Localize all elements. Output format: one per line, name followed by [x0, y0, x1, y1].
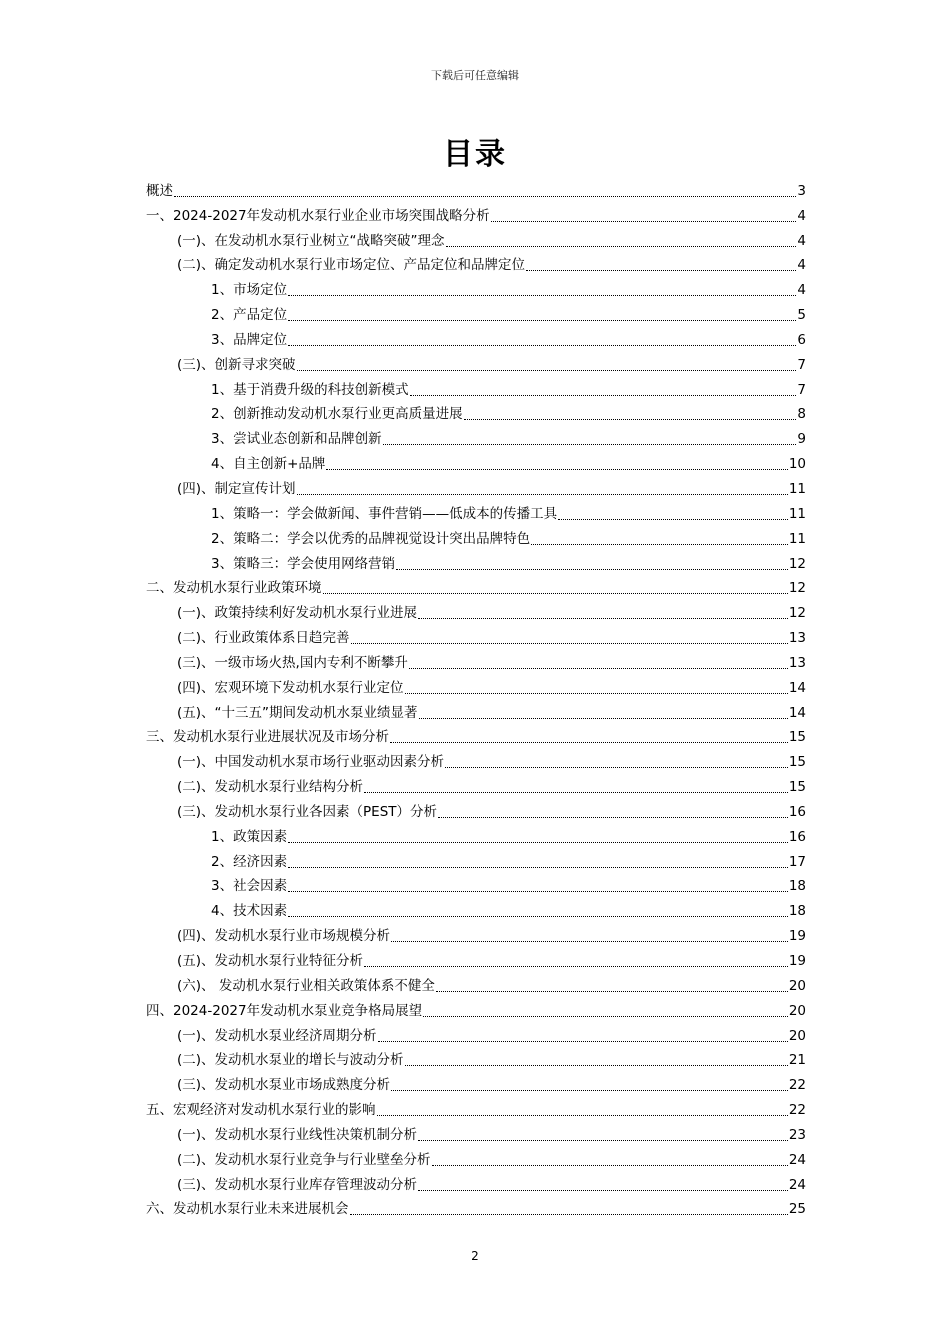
- toc-dot-leader: [405, 1064, 788, 1066]
- toc-entry-label: 2、创新推动发动机水泵行业更高质量进展: [211, 406, 463, 423]
- toc-dot-leader: [364, 791, 788, 793]
- toc-entry-page: 4: [797, 257, 806, 274]
- toc-entry[interactable]: [146, 299, 806, 324]
- toc-entry-label: (三)、发动机水泵业市场成熟度分析: [177, 1077, 391, 1094]
- toc-entry[interactable]: [146, 399, 806, 424]
- toc-entry-label: 3、策略三：学会使用网络营销: [211, 555, 396, 572]
- toc-dot-leader: [432, 1164, 788, 1166]
- toc-entry-page: 25: [788, 1201, 806, 1218]
- toc-dot-leader: [419, 717, 788, 719]
- toc-dot-leader: [390, 741, 788, 743]
- toc-dot-leader: [378, 1040, 788, 1042]
- toc-entry-page: 5: [797, 307, 806, 324]
- toc-entry-label: 二、发动机水泵行业政策环境: [146, 580, 322, 597]
- toc-entry-page: 12: [788, 580, 806, 597]
- toc-entry[interactable]: [146, 448, 806, 473]
- toc-dot-leader: [418, 1189, 788, 1191]
- toc-entry-label: 1、政策因素: [211, 828, 288, 845]
- toc-entry-label: 概述: [146, 182, 173, 199]
- toc-entry-page: 14: [788, 679, 806, 696]
- toc-entry-page: 7: [797, 381, 806, 398]
- toc-entry-page: 13: [788, 654, 806, 671]
- toc-entry[interactable]: [146, 945, 806, 970]
- toc-entry[interactable]: [146, 548, 806, 573]
- toc-entry-label: 1、基于消费升级的科技创新模式: [211, 381, 409, 398]
- toc-entry-label: (三)、创新寻求突破: [177, 356, 296, 373]
- toc-entry-page: 8: [797, 406, 806, 423]
- toc-entry-label: (二)、发动机水泵行业结构分析: [177, 779, 364, 796]
- toc-entry[interactable]: [146, 920, 806, 945]
- toc-entry[interactable]: [146, 622, 806, 647]
- toc-entry-label: (一)、中国发动机水泵市场行业驱动因素分析: [177, 754, 445, 771]
- toc-entry[interactable]: [146, 225, 806, 250]
- toc-entry-page: 16: [788, 803, 806, 820]
- toc-entry[interactable]: [146, 1144, 806, 1169]
- toc-entry-label: (二)、行业政策体系日趋完善: [177, 630, 350, 647]
- toc-entry-page: 11: [788, 530, 806, 547]
- toc-dot-leader: [351, 642, 788, 644]
- toc-entry-page: 15: [788, 779, 806, 796]
- toc-dot-leader: [297, 369, 797, 371]
- toc-entry[interactable]: [146, 1169, 806, 1194]
- toc-entry-label: (五)、“十三五”期间发动机水泵业绩显著: [177, 704, 418, 721]
- toc-dot-leader: [288, 890, 788, 892]
- toc-entry[interactable]: [146, 1045, 806, 1070]
- toc-entry-label: (五)、发动机水泵行业特征分析: [177, 953, 364, 969]
- toc-entry-label: 六、发动机水泵行业未来进展机会: [146, 1201, 349, 1218]
- toc-entry-page: 17: [788, 853, 806, 870]
- toc-entry-label: 2、产品定位: [211, 307, 288, 324]
- toc-entry[interactable]: [146, 1119, 806, 1144]
- toc-entry-label: 3、社会因素: [211, 878, 288, 895]
- toc-dot-leader: [446, 245, 797, 247]
- toc-entry-page: 7: [797, 356, 806, 373]
- toc-entry-page: 6: [797, 331, 806, 348]
- toc-entry-page: 12: [788, 555, 806, 572]
- toc-entry[interactable]: [146, 672, 806, 697]
- toc-entry[interactable]: [146, 771, 806, 796]
- toc-entry-label: 3、尝试业态创新和品牌创新: [211, 431, 382, 448]
- toc-entry-label: 五、宏观经济对发动机水泵行业的影响: [146, 1102, 376, 1119]
- toc-entry[interactable]: [146, 1020, 806, 1045]
- toc-entry-page: 3: [797, 182, 806, 199]
- toc-entry[interactable]: [146, 871, 806, 896]
- toc-entry-page: 24: [788, 1176, 806, 1193]
- toc-dot-leader: [396, 568, 788, 570]
- toc-entry-label: (一)、发动机水泵业经济周期分析: [177, 1027, 377, 1044]
- toc-entry-page: 18: [788, 878, 806, 895]
- toc-entry-page: 20: [788, 1002, 806, 1019]
- toc-entry-page: 15: [788, 754, 806, 771]
- toc-dot-leader: [491, 220, 797, 222]
- toc-entry[interactable]: [146, 200, 806, 225]
- page-header: 下载后可任意编辑: [431, 69, 519, 82]
- toc-entry-page: 11: [788, 480, 806, 497]
- toc-entry[interactable]: [146, 523, 806, 548]
- toc-entry-label: 2、经济因素: [211, 853, 288, 870]
- toc-entry[interactable]: [146, 1194, 806, 1219]
- toc-entry-label: (三)、发动机水泵行业库存管理波动分析: [177, 1176, 418, 1193]
- toc-entry-label: (二)、发动机水泵行业竞争与行业壁垒分析: [177, 1151, 431, 1168]
- toc-entry-label: (二)、发动机水泵业的增长与波动分析: [177, 1052, 404, 1069]
- toc-title: 目录: [443, 137, 507, 172]
- toc-dot-leader: [409, 667, 788, 669]
- toc-entry-label: 四、2024-2027年发动机水泵业竞争格局展望: [146, 1002, 423, 1019]
- toc-dot-leader: [423, 1015, 788, 1017]
- toc-entry-page: 21: [788, 1052, 806, 1069]
- toc-entry-page: 20: [788, 1027, 806, 1044]
- toc-dot-leader: [326, 468, 787, 470]
- toc-entry[interactable]: [146, 175, 806, 200]
- toc-entry-label: (四)、发动机水泵行业市场规模分析: [177, 928, 391, 945]
- toc-dot-leader: [391, 1089, 788, 1091]
- toc-dot-leader: [288, 915, 788, 917]
- toc-dot-leader: [418, 617, 788, 619]
- toc-entry-page: 24: [788, 1151, 806, 1168]
- toc-entry-label: (一)、政策持续利好发动机水泵行业进展: [177, 605, 418, 622]
- toc-entry-page: 10: [788, 456, 806, 473]
- toc-entry[interactable]: [146, 1094, 806, 1119]
- toc-dot-leader: [438, 816, 788, 818]
- toc-dot-leader: [174, 195, 796, 197]
- toc-entry[interactable]: [146, 250, 806, 275]
- toc-entry-label: 1、市场定位: [211, 282, 288, 299]
- toc-dot-leader: [383, 443, 797, 445]
- toc-entry-page: 16: [788, 828, 806, 845]
- toc-entry[interactable]: [146, 895, 806, 920]
- toc-entry-page: 4: [797, 282, 806, 299]
- toc-entry-page: 15: [788, 729, 806, 746]
- toc-entry[interactable]: [146, 821, 806, 846]
- toc-dot-leader: [288, 866, 788, 868]
- toc-dot-leader: [350, 1213, 788, 1215]
- toc-entry-page: 13: [788, 630, 806, 647]
- toc-dot-leader: [405, 692, 788, 694]
- toc-dot-leader: [418, 1139, 788, 1141]
- toc-dot-leader: [464, 418, 797, 420]
- toc-entry-label: (一)、在发动机水泵行业树立“战略突破”理念: [177, 232, 445, 249]
- toc-dot-leader: [526, 269, 796, 271]
- toc-entry[interactable]: [146, 498, 806, 523]
- toc-entry-page: 4: [797, 232, 806, 249]
- toc-entry-page: 19: [788, 953, 806, 969]
- toc-entry[interactable]: [146, 1069, 806, 1094]
- toc-entry[interactable]: [146, 846, 806, 871]
- toc-entry-label: (四)、制定宣传计划: [177, 480, 296, 497]
- toc-entry[interactable]: [146, 722, 806, 747]
- toc-entry-page: 20: [788, 977, 806, 994]
- toc-entry-page: 19: [788, 928, 806, 945]
- toc-entry[interactable]: [146, 324, 806, 349]
- toc-entry-label: (三)、一级市场火热,国内专利不断攀升: [177, 654, 408, 671]
- toc-dot-leader: [558, 518, 788, 520]
- toc-dot-leader: [410, 394, 797, 396]
- toc-entry-page: 22: [788, 1102, 806, 1119]
- toc-dot-leader: [288, 319, 796, 321]
- toc-dot-leader: [288, 344, 796, 346]
- toc-dot-leader: [323, 592, 788, 594]
- toc-dot-leader: [436, 990, 788, 992]
- toc-entry[interactable]: [146, 597, 806, 622]
- toc-entry-page: 23: [788, 1126, 806, 1143]
- toc-entry-page: 9: [797, 431, 806, 448]
- toc-entry-label: (四)、宏观环境下发动机水泵行业定位: [177, 679, 404, 696]
- toc-entry-label: 4、自主创新+品牌: [211, 456, 326, 473]
- toc-entry[interactable]: [146, 647, 806, 672]
- toc-entry-page: 12: [788, 605, 806, 622]
- toc-entry-label: 一、2024-2027年发动机水泵行业企业市场突围战略分析: [146, 207, 490, 224]
- toc-entry[interactable]: [146, 274, 806, 299]
- page-number: 2: [471, 1249, 479, 1263]
- toc-entry[interactable]: [146, 573, 806, 598]
- toc-dot-leader: [377, 1114, 788, 1116]
- toc-entry-label: 3、品牌定位: [211, 331, 288, 348]
- toc-dot-leader: [531, 543, 788, 545]
- toc-entry-label: (一)、发动机水泵行业线性决策机制分析: [177, 1126, 418, 1143]
- toc-entry[interactable]: [146, 746, 806, 771]
- toc-entry-page: 14: [788, 704, 806, 721]
- toc-entry[interactable]: [146, 423, 806, 448]
- toc-entry-label: (三)、发动机水泵行业各因素（PEST）分析: [177, 803, 438, 820]
- table-of-contents: [146, 175, 806, 1218]
- toc-dot-leader: [391, 940, 788, 942]
- toc-entry[interactable]: [146, 374, 806, 399]
- toc-entry-label: 4、技术因素: [211, 903, 288, 920]
- toc-entry-label: 2、策略二：学会以优秀的品牌视觉设计突出品牌特色: [211, 530, 531, 547]
- toc-entry[interactable]: [146, 796, 806, 821]
- toc-entry[interactable]: [146, 473, 806, 498]
- toc-entry-label: 1、策略一：学会做新闻、事件营销——低成本的传播工具: [211, 505, 558, 522]
- toc-dot-leader: [364, 965, 788, 967]
- toc-entry[interactable]: [146, 349, 806, 374]
- toc-entry-label: 三、发动机水泵行业进展状况及市场分析: [146, 729, 389, 746]
- toc-entry-page: 4: [797, 207, 806, 224]
- toc-dot-leader: [288, 294, 796, 296]
- toc-entry[interactable]: [146, 995, 806, 1020]
- toc-entry-page: 11: [788, 505, 806, 522]
- toc-dot-leader: [297, 493, 788, 495]
- toc-dot-leader: [288, 841, 788, 843]
- toc-entry-page: 18: [788, 903, 806, 920]
- toc-entry[interactable]: [146, 970, 806, 995]
- toc-entry-label: (六)、 发动机水泵行业相关政策体系不健全: [177, 977, 435, 994]
- toc-entry-label: (二)、确定发动机水泵行业市场定位、产品定位和品牌定位: [177, 257, 526, 274]
- toc-entry[interactable]: [146, 697, 806, 722]
- toc-entry-page: 22: [788, 1077, 806, 1094]
- toc-dot-leader: [445, 766, 788, 768]
